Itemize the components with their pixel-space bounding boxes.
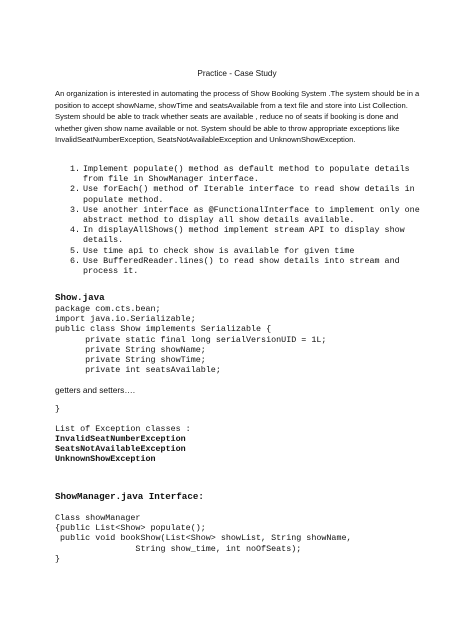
- getters-note: getters and setters….: [55, 385, 136, 395]
- task-number: 4.: [70, 225, 81, 236]
- code-line: private String showName;: [55, 344, 206, 355]
- task-text: Implement populate() method as default method to populate details from file in ShowManager interface.: [83, 164, 410, 185]
- task-item: [55, 246, 425, 256]
- task-list: [55, 164, 425, 276]
- show-code: [55, 304, 326, 375]
- code-line: String show_time, int noOfSeats);: [55, 543, 302, 554]
- show-heading: Show.java: [55, 292, 105, 303]
- task-text: Use BufferedReader.lines() to read show details into stream and process it.: [83, 255, 400, 277]
- code-line: }: [55, 553, 61, 564]
- page-title: Practice - Case Study: [197, 69, 277, 78]
- task-text: Use another interface as @FunctionalInterface to implement only one abstract method to display all show details available.: [83, 204, 420, 226]
- code-line: private String showTime;: [55, 355, 206, 366]
- task-number: 2.: [70, 184, 81, 195]
- close-brace: }: [55, 404, 61, 414]
- code-line: {public List<Show> populate();: [55, 523, 206, 534]
- task-item: [55, 184, 425, 204]
- task-item: [55, 205, 425, 225]
- task-number: 6.: [70, 255, 81, 266]
- task-text: Use forEach() method of Iterable interface to read show details in populate method.: [83, 184, 415, 205]
- task-text: In displayAllShows() method implement stream API to display show details.: [83, 225, 405, 246]
- code-line: private int seatsAvailable;: [55, 365, 221, 376]
- code-line: public void bookShow(List<Show> showList, String showName,: [55, 533, 352, 544]
- exception-name: UnknownShowException: [55, 454, 156, 465]
- code-line: private static final long serialVersionUID = 1L;: [55, 334, 327, 345]
- exceptions-intro: List of Exception classes :: [55, 424, 191, 434]
- exception-name: SeatsNotAvailableException: [55, 444, 186, 455]
- code-line: import java.io.Serializable;: [55, 314, 196, 325]
- task-number: 3.: [70, 204, 81, 215]
- code-line: Class showManager: [55, 513, 141, 523]
- code-line: package com.cts.bean;: [55, 304, 161, 314]
- intro-paragraph: An organization is interested in automating the process of Show Booking System .The system should be in a position to accept showName, showTime and seatsAvailable from a text file and store into List Collection. System should be able to track whether seats are available , reduce no of seats if booking is done and whether given show name available or not. System should be able to throw appropriate exceptions like InvalidSeatNumberException, SeatsNotAvailableException and UnknownShowException.: [55, 89, 420, 145]
- task-text: Use time api to check show is available for given time: [83, 245, 355, 256]
- task-number: 5.: [70, 245, 81, 256]
- manager-code: [55, 513, 352, 564]
- code-line: public class Show implements Serializable {: [55, 324, 272, 335]
- manager-heading: ShowManager.java Interface:: [55, 491, 204, 502]
- exceptions-list: [55, 434, 186, 465]
- task-item: [55, 164, 425, 184]
- exception-name: InvalidSeatNumberException: [55, 434, 186, 444]
- task-item: [55, 225, 425, 245]
- task-number: 1.: [70, 164, 81, 174]
- task-item: [55, 256, 425, 276]
